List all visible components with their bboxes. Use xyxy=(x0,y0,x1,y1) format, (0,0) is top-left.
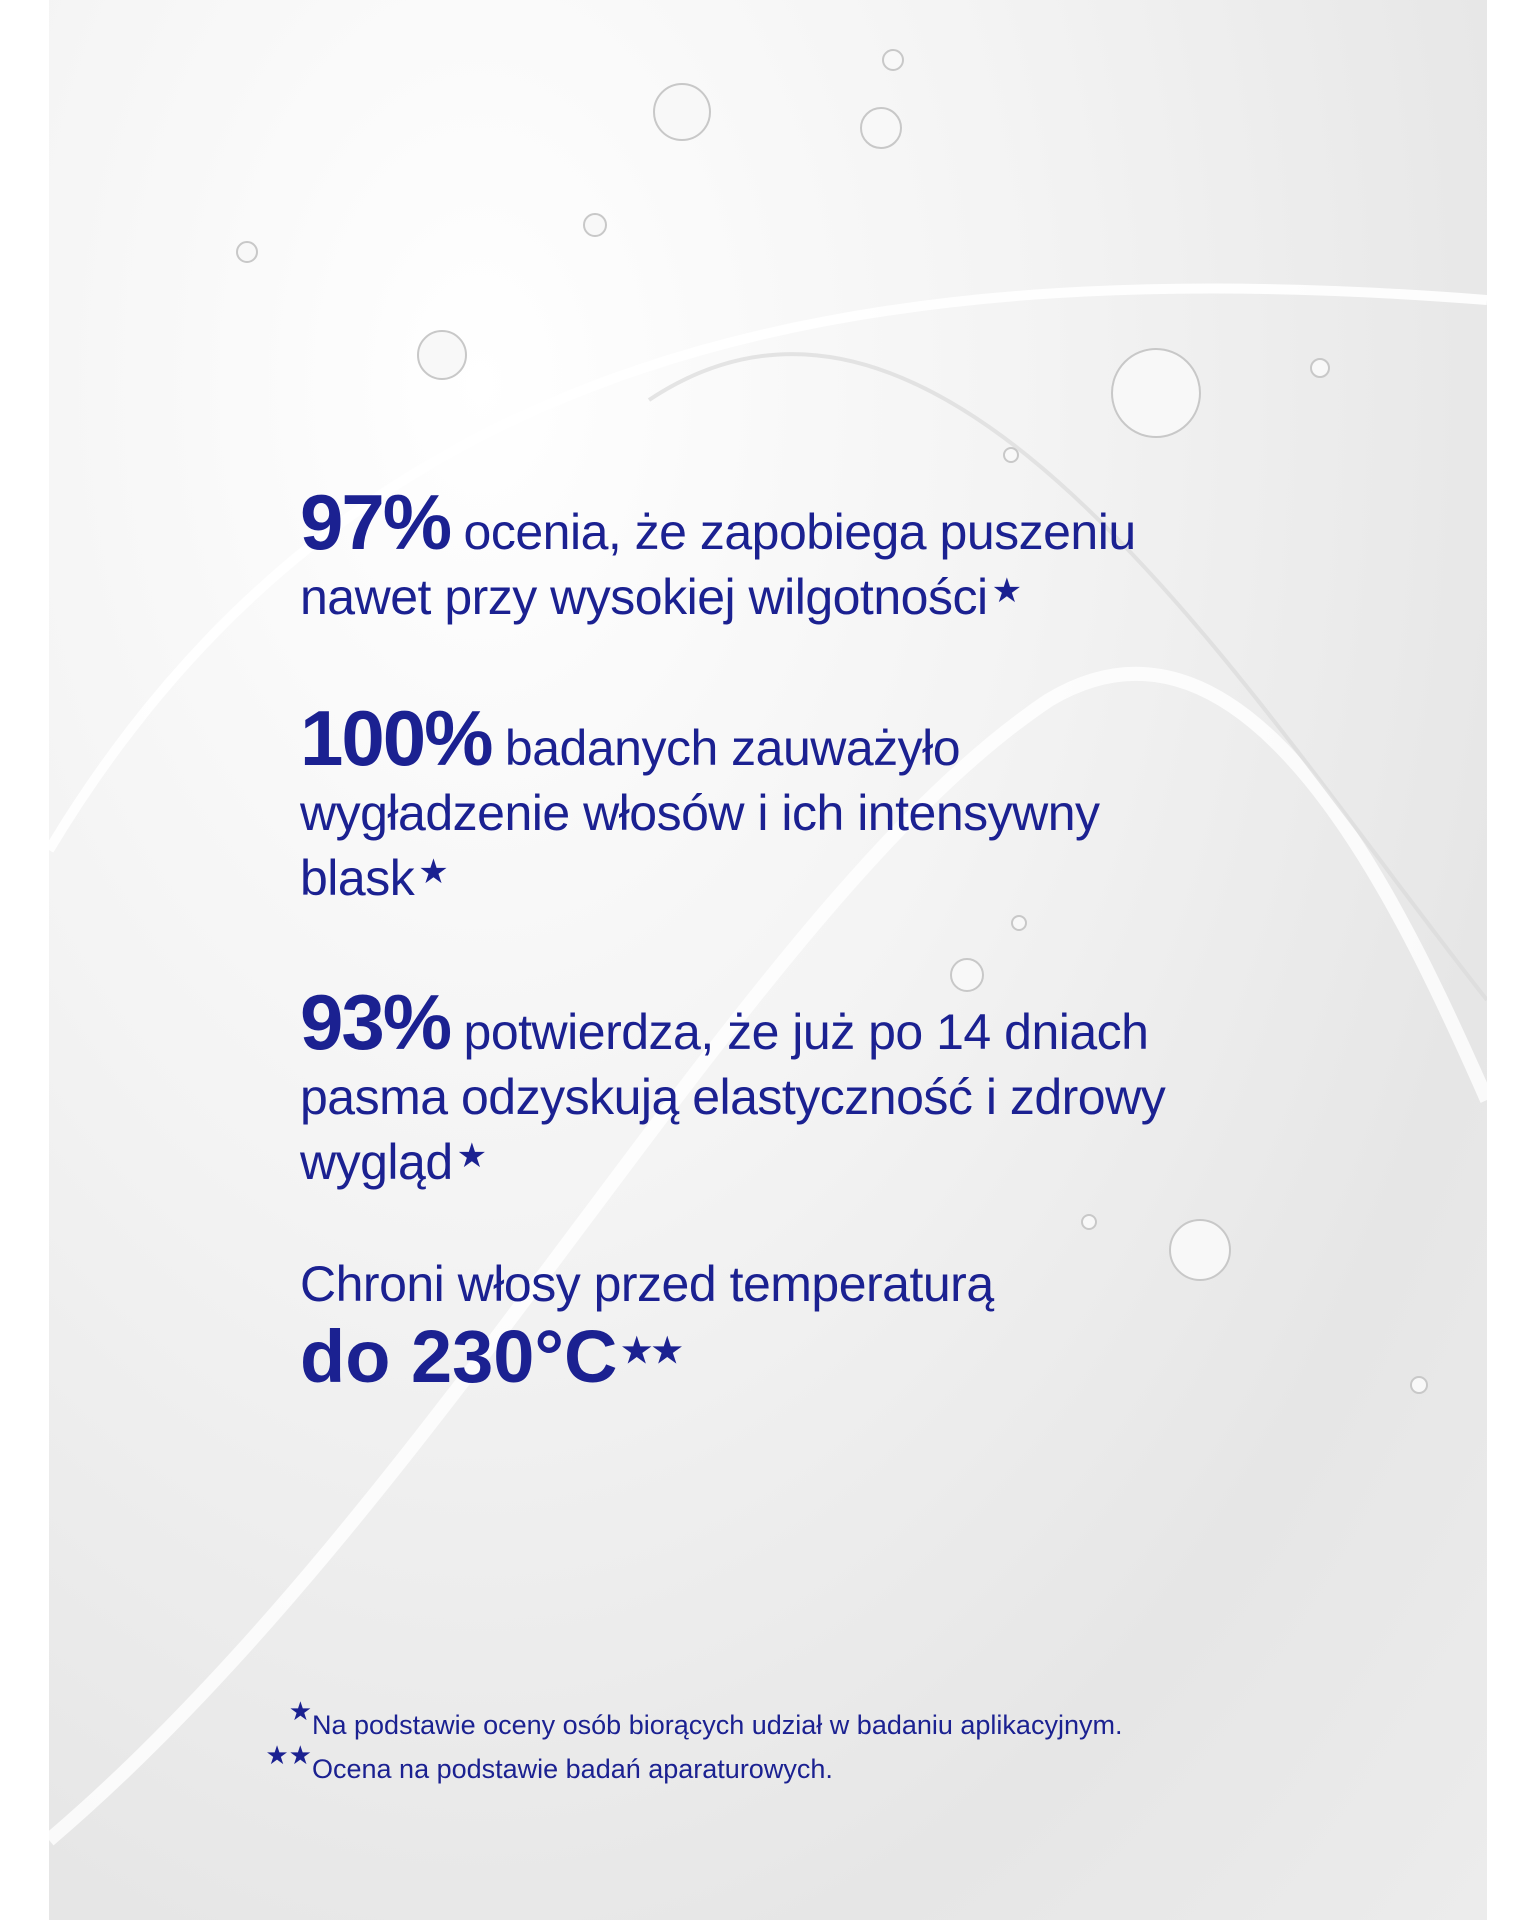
claim-text: nawet przy wysokiej wilgotności xyxy=(300,569,988,625)
star-icon: ★★ xyxy=(621,1332,683,1370)
claim-heat-protection xyxy=(300,1252,994,1397)
claim-smoothing xyxy=(300,694,1100,911)
star-icon: ★ xyxy=(456,1137,487,1175)
claim-percent: 97% xyxy=(300,478,451,566)
gel-wave-decoration xyxy=(49,0,1487,1920)
claim-text: badanych zauważyło xyxy=(504,720,961,776)
claim-humidity xyxy=(300,478,1136,630)
star-icon: ★ xyxy=(991,572,1022,610)
background-panel xyxy=(49,0,1487,1920)
claim-text: potwierdza, że już po 14 dniach xyxy=(463,1004,1149,1060)
heat-value: do 230°C xyxy=(300,1315,618,1398)
claim-text: wygląd xyxy=(300,1134,453,1190)
double-star-icon: ★★ xyxy=(265,1740,312,1770)
heat-text: Chroni włosy przed temperaturą xyxy=(300,1256,994,1312)
claim-text: wygładzenie włosów i ich intensywny xyxy=(300,785,1100,841)
claim-percent: 93% xyxy=(300,978,451,1066)
footnote-text: Na podstawie oceny osób biorących udział w badaniu aplikacyjnym. xyxy=(312,1710,1123,1740)
footnote-text: Ocena na podstawie badań aparaturowych. xyxy=(312,1754,833,1784)
footnote-1 xyxy=(260,1696,1123,1741)
footnote-2 xyxy=(260,1740,833,1785)
star-icon: ★ xyxy=(288,1696,312,1726)
claim-text: blask xyxy=(300,850,415,906)
star-icon: ★ xyxy=(418,853,449,891)
claim-text: pasma odzyskują elastyczność i zdrowy xyxy=(300,1069,1166,1125)
claim-elasticity xyxy=(300,978,1166,1195)
claim-percent: 100% xyxy=(300,694,492,782)
claim-text: ocenia, że zapobiega puszeniu xyxy=(463,504,1136,560)
